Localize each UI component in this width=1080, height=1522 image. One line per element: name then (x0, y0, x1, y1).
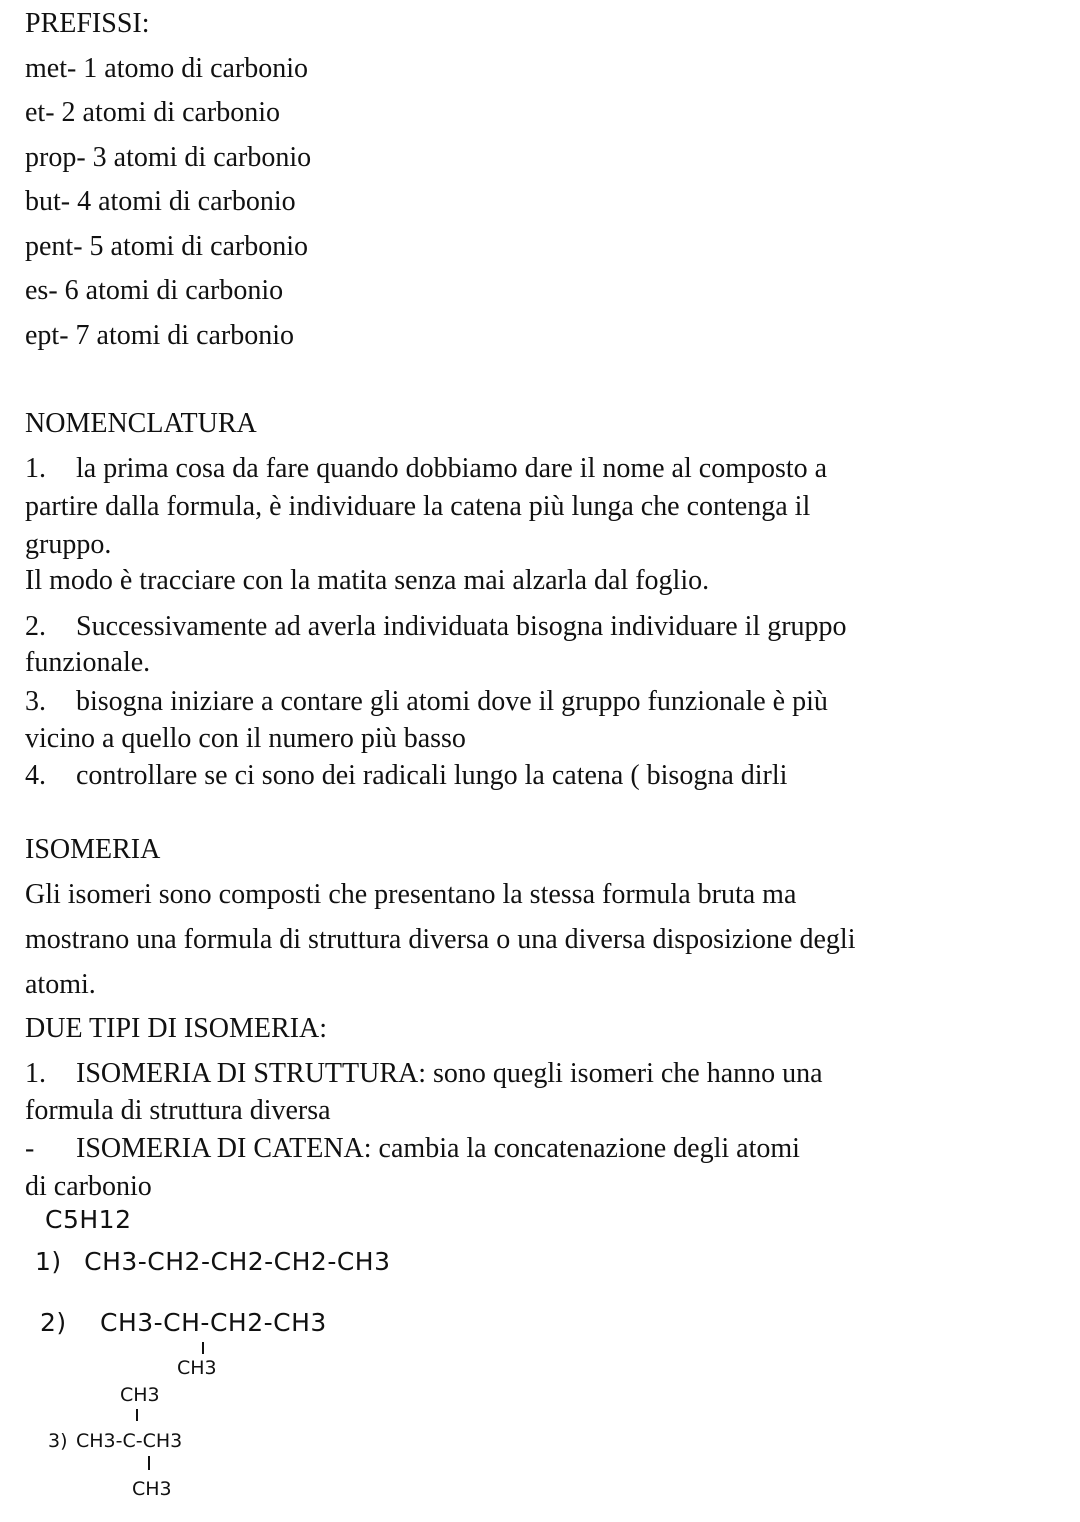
prefix-item: but- 4 atomi di carbonio (25, 186, 296, 217)
isomer-2-label: 2) (40, 1308, 67, 1337)
step-text-continuation: vicino a quello con il numero più basso (25, 723, 466, 754)
nomenclature-step-1 (25, 452, 827, 486)
isomer-3-label: 3) (48, 1430, 68, 1452)
type-number: 1. (25, 1058, 46, 1089)
definition-line: atomi. (25, 969, 96, 1000)
isomer-chain: CH3-CH2-CH2-CH2-CH3 (84, 1247, 391, 1276)
step-number: 4. (25, 760, 46, 791)
type-text: ISOMERIA DI STRUTTURA: sono quegli isomeri che hanno una (76, 1058, 823, 1089)
isomer-label: 1) (35, 1247, 62, 1276)
step-text-continuation: gruppo. (25, 529, 112, 560)
step-number: 2. (25, 611, 46, 642)
step-number: 1. (25, 453, 46, 484)
section-heading-prefissi: PREFISSI: (25, 8, 150, 39)
type-text-continuation: formula di struttura diversa (25, 1095, 331, 1126)
prefix-item: pent- 5 atomi di carbonio (25, 231, 309, 262)
isomer-1 (35, 1247, 391, 1276)
isomer-type-1 (25, 1057, 823, 1091)
bond-line (148, 1456, 150, 1470)
prefix-item: es- 6 atomi di carbonio (25, 275, 284, 306)
bullet: - (25, 1133, 35, 1164)
step-text: Successivamente ad averla individuata bisogna individuare il gruppo (76, 611, 847, 642)
section-heading-isomeria: ISOMERIA (25, 834, 161, 865)
section-heading-nomenclatura: NOMENCLATURA (25, 408, 257, 439)
subtype-text: ISOMERIA DI CATENA: cambia la concatenazione degli atomi (76, 1133, 800, 1164)
nomenclature-step-3 (25, 685, 828, 719)
prefix-item: ept- 7 atomi di carbonio (25, 320, 295, 351)
isomer-2-branch: CH3 (177, 1357, 217, 1379)
subtype-text-continuation: di carbonio (25, 1171, 152, 1202)
bond-line (202, 1342, 204, 1354)
nomenclature-step-2 (25, 610, 847, 644)
nomenclature-step-4 (25, 759, 787, 793)
bond-line (136, 1409, 138, 1421)
step-text: la prima cosa da fare quando dobbiamo dare il nome al composto a (76, 453, 828, 484)
isomer-3-chain: CH3-C-CH3 (76, 1430, 183, 1452)
prefix-item: et- 2 atomi di carbonio (25, 97, 281, 128)
step-text-continuation: partire dalla formula, è individuare la catena più lunga che contenga il (25, 491, 811, 522)
definition-line: mostrano una formula di struttura diversa o una diversa disposizione degli (25, 924, 856, 955)
isomer-subtype (25, 1132, 800, 1166)
step-text-continuation: funzionale. (25, 647, 151, 678)
types-heading: DUE TIPI DI ISOMERIA: (25, 1013, 328, 1044)
step-text: controllare se ci sono dei radicali lungo la catena ( bisogna dirli (76, 760, 788, 791)
prefix-item: prop- 3 atomi di carbonio (25, 142, 312, 173)
step-note: Il modo è tracciare con la matita senza mai alzarla dal foglio. (25, 565, 710, 596)
prefix-item: met- 1 atomo di carbonio (25, 53, 309, 84)
isomer-3-bottom: CH3 (132, 1478, 172, 1500)
definition-line: Gli isomeri sono composti che presentano la stessa formula bruta ma (25, 879, 797, 910)
isomer-3-top: CH3 (120, 1384, 160, 1406)
step-number: 3. (25, 686, 46, 717)
molecular-formula: C5H12 (45, 1205, 132, 1234)
isomer-2-chain: CH3-CH-CH2-CH3 (100, 1308, 327, 1337)
step-text: bisogna iniziare a contare gli atomi dove il gruppo funzionale è più (76, 686, 828, 717)
